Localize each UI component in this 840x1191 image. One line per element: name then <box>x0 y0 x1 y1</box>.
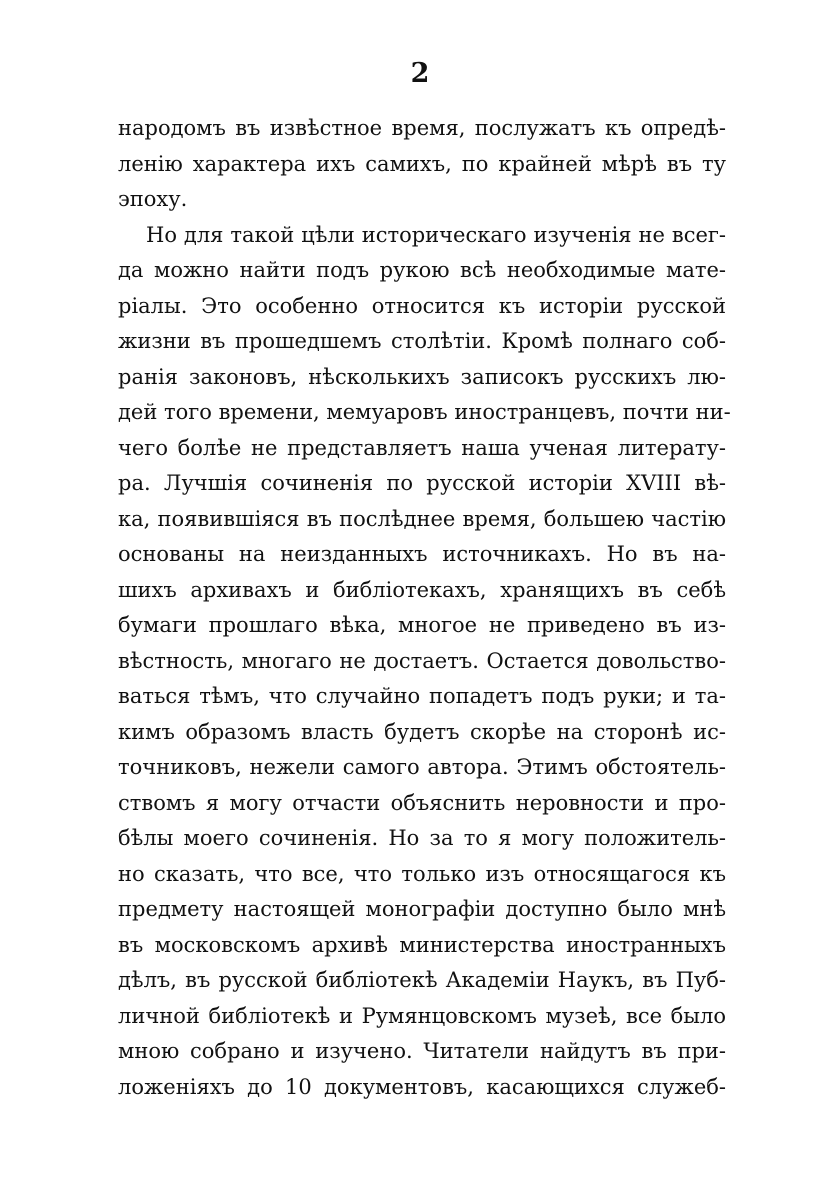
text-line: бѣлы моего сочиненія. Но за то я могу положитель- <box>118 826 726 850</box>
text-line: ка, появившіяся въ послѣднее время, большею частію <box>118 506 726 531</box>
text-line: жизни въ прошедшемъ столѣтіи. Кромѣ полнаго соб- <box>118 329 726 353</box>
text-line: ложеніяхъ до 10 документовъ, касающихся служеб- <box>118 1074 726 1099</box>
text-line: основаны на неизданныхъ источникахъ. Но въ на- <box>118 542 726 566</box>
text-line: ваться тѣмъ, что случайно попадетъ подъ руки; и та- <box>118 684 726 708</box>
body-text <box>118 111 731 1105</box>
text-line: личной библіотекѣ и Румянцовскомъ музеѣ, все было <box>118 1003 726 1028</box>
text-line: въ московскомъ архивѣ министерства иностранныхъ <box>118 932 726 957</box>
text-line: бумаги прошлаго вѣка, многое не приведено въ из- <box>118 613 726 637</box>
text-line: вѣстность, многаго не достаетъ. Остается довольство- <box>118 648 726 673</box>
text-line: точниковъ, нежели самого автора. Этимъ обстоятель- <box>118 755 726 779</box>
text-line: Но для такой цѣли историческаго изученія не всег- <box>146 222 726 247</box>
text-line: но сказать, что все, что только изъ относящагося къ <box>118 861 726 886</box>
text-line: предмету настоящей монографіи доступно было мнѣ <box>118 897 726 921</box>
text-line: мною собрано и изучено. Читатели найдутъ въ при- <box>118 1039 726 1063</box>
text-line: да можно найти подъ рукою всѣ необходимые мате- <box>118 258 726 282</box>
text-line: дей того времени, мемуаровъ иностранцевъ, почти ни- <box>118 400 731 424</box>
text-line: эпоху. <box>118 187 188 211</box>
page-number: 2 <box>410 58 430 89</box>
text-line: ствомъ я могу отчасти объяснить неровности и про- <box>118 790 726 815</box>
text-line: ріалы. Это особенно относится къ исторіи русской <box>118 293 726 318</box>
text-line: ленію характера ихъ самихъ, по крайней мѣрѣ въ ту <box>118 151 726 176</box>
text-line: шихъ архивахъ и библіотекахъ, хранящихъ въ себѣ <box>118 577 726 602</box>
text-line: ра. Лучшія сочиненія по русской исторіи XVIII вѣ- <box>118 471 726 495</box>
text-line: кимъ образомъ власть будетъ скорѣе на сторонѣ ис- <box>118 719 726 744</box>
text-line: дѣлъ, въ русской библіотекѣ Академіи Наукъ, въ Пуб- <box>118 968 726 992</box>
text-line: народомъ въ извѣстное время, послужатъ къ опредѣ- <box>118 116 726 140</box>
text-line: чего болѣе не представляетъ наша ученая литерату- <box>118 435 726 460</box>
text-line: ранія законовъ, нѣсколькихъ записокъ русскихъ лю- <box>118 364 726 389</box>
